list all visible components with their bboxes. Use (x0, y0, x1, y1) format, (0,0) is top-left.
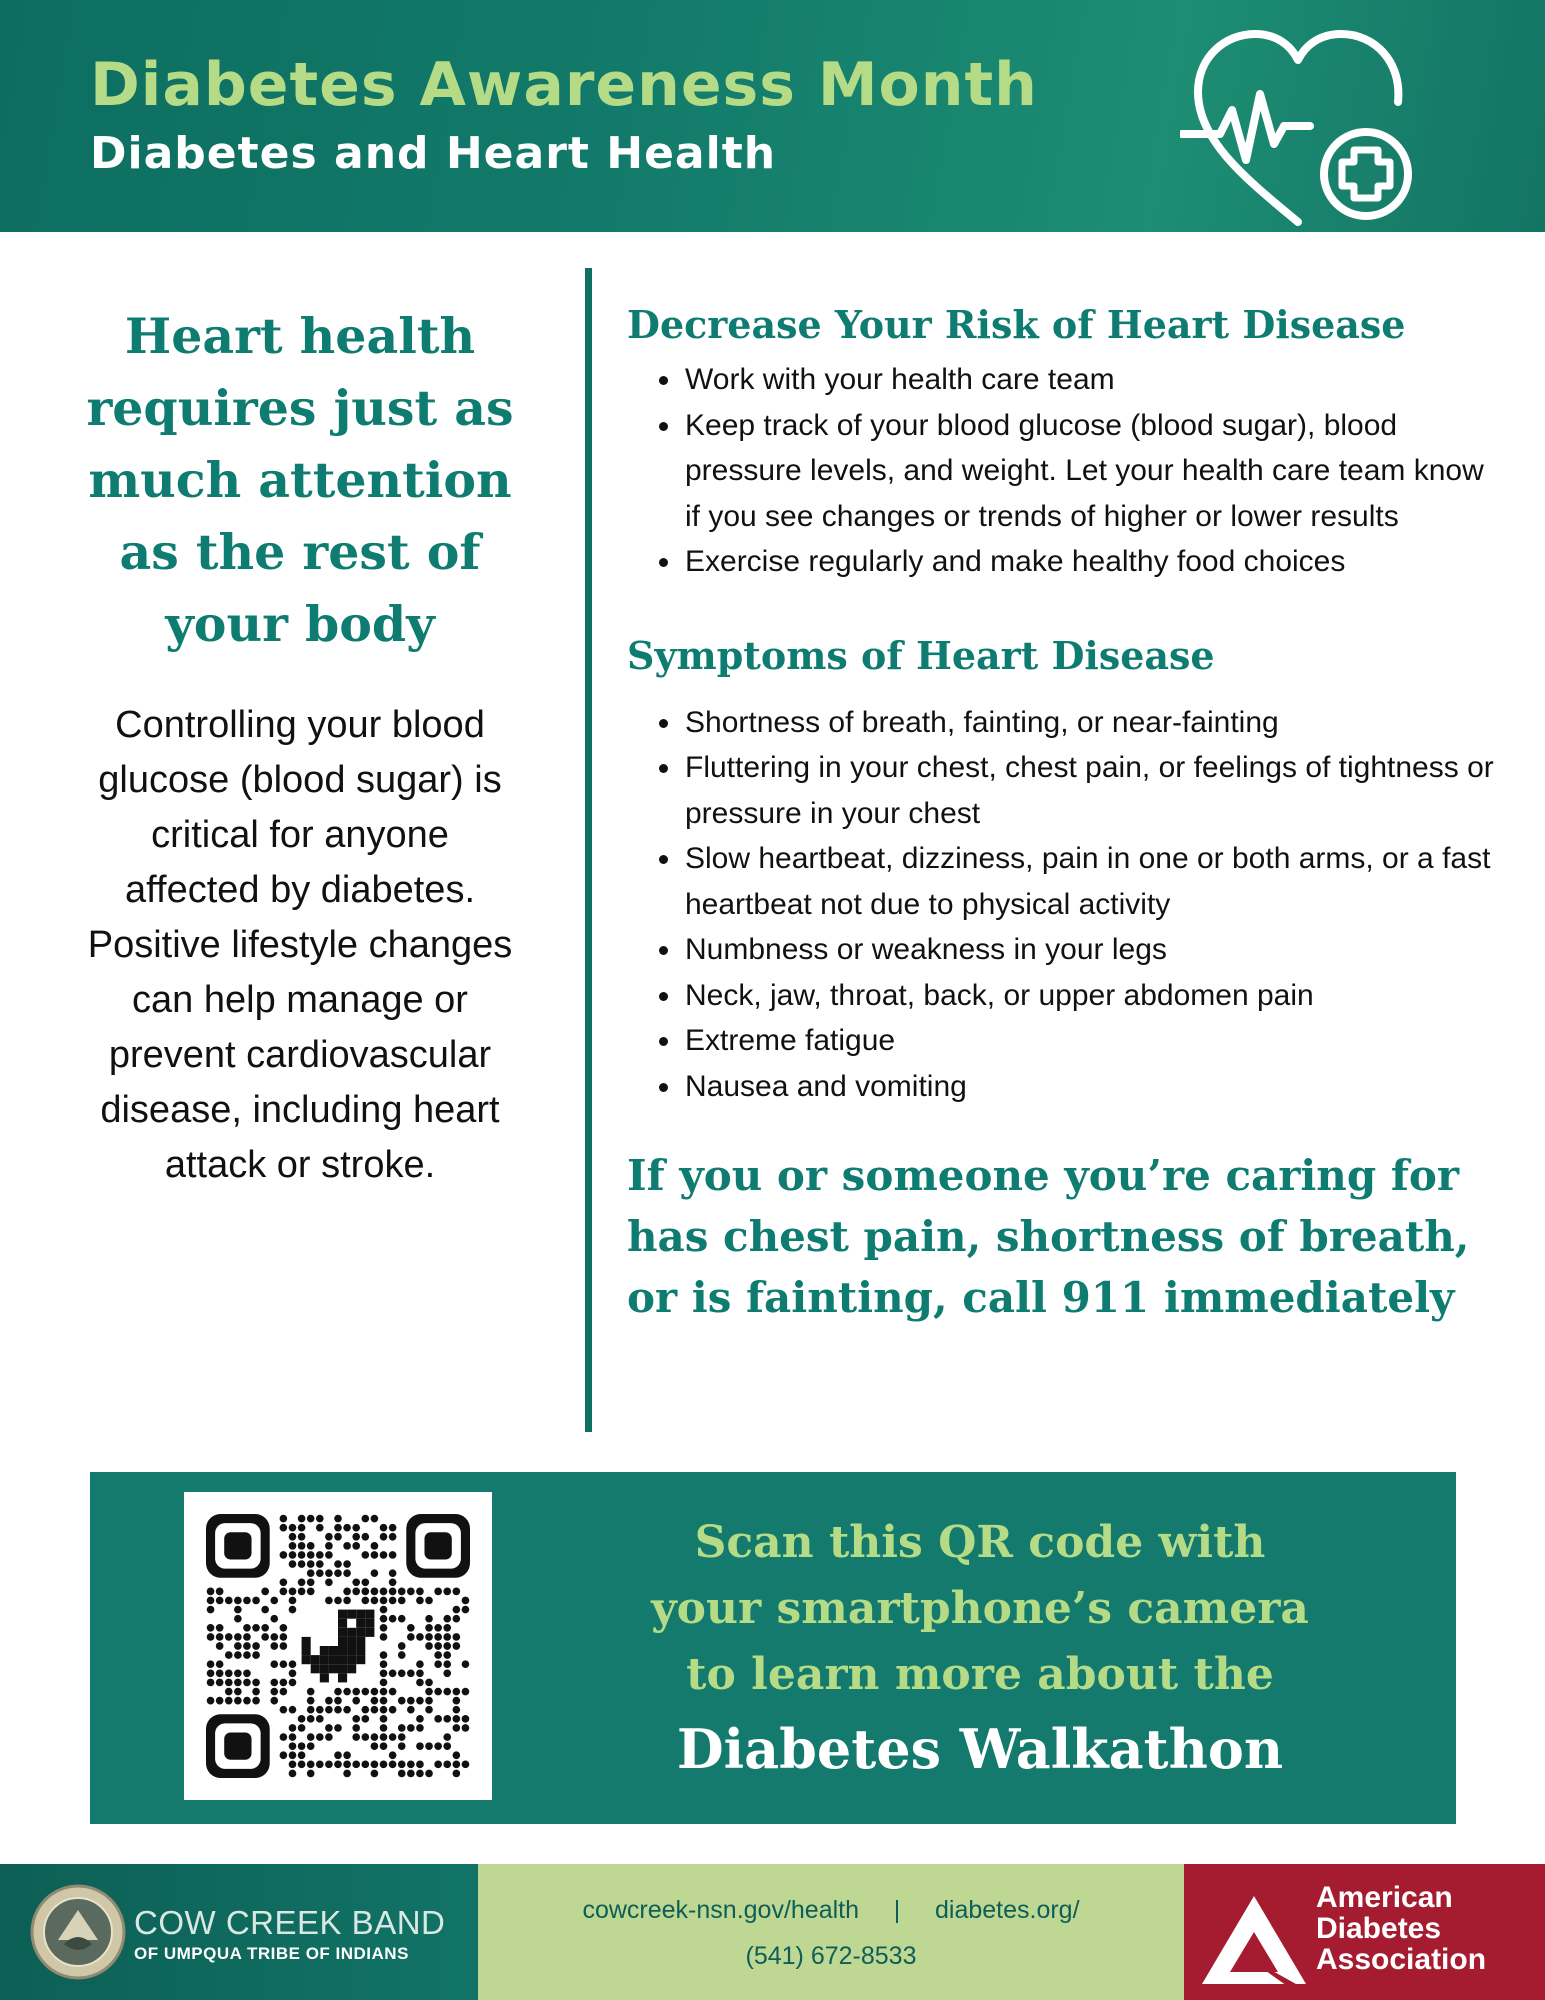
tribe-logo-area (0, 1864, 478, 2000)
page-title: Diabetes Awareness Month (90, 50, 1038, 120)
cowcreek-link[interactable]: cowcreek-nsn.gov/health (582, 1896, 860, 1924)
list-item: • Extreme fatigue (683, 1018, 1507, 1064)
list-item: • Neck, jaw, throat, back, or upper abdomen pain (683, 973, 1507, 1019)
ada-line-1: American (1316, 1881, 1453, 1914)
list-item: • Work with your health care team (683, 357, 1507, 403)
left-column (80, 300, 520, 1193)
ada-logo-area (1184, 1864, 1545, 2000)
list-item: • Keep track of your blood glucose (blood sugar), blood pressure levels, and weight. Let your health care team know if you see changes or trends of higher or lower results (683, 403, 1507, 540)
qr-banner (90, 1472, 1456, 1824)
list-item: • Nausea and vomiting (683, 1064, 1507, 1110)
list-item: • Shortness of breath, fainting, or near-fainting (683, 700, 1507, 746)
list-item: • Slow heartbeat, dizziness, pain in one or both arms, or a fast heartbeat not due to physical activity (683, 836, 1507, 927)
tribe-name: COW CREEK BAND (134, 1904, 446, 1941)
walkathon-title: Diabetes Walkathon (676, 1717, 1284, 1781)
column-divider (585, 268, 592, 1432)
risk-list (627, 357, 1507, 585)
page-subtitle: Diabetes and Heart Health (90, 128, 777, 179)
risk-title: Decrease Your Risk of Heart Disease (627, 302, 1406, 347)
scan-line-1: Scan this QR code with (694, 1517, 1266, 1568)
risk-section (627, 302, 1507, 585)
banner-text (560, 1510, 1400, 1784)
qr-code-frame[interactable] (184, 1492, 492, 1800)
symptoms-title: Symptoms of Heart Disease (627, 632, 1215, 678)
ada-wordmark (1316, 1882, 1486, 1975)
scan-line-3: to learn more about the (686, 1649, 1274, 1700)
header-banner (0, 0, 1545, 232)
ada-triangle-icon (1198, 1892, 1310, 1988)
diabetes-org-link[interactable]: diabetes.org/ (934, 1896, 1080, 1924)
phone-number[interactable]: (541) 672-8533 (745, 1942, 917, 1970)
qr-code-icon[interactable] (206, 1514, 470, 1778)
tribe-seal-icon (28, 1882, 128, 1982)
scan-line-2: your smartphone’s camera (651, 1583, 1309, 1634)
left-headline: Heart health requires just as much attention as the rest of your body (86, 307, 514, 653)
ada-line-2: Diabetes (1316, 1912, 1442, 1945)
tribe-subname: OF UMPQUA TRIBE OF INDIANS (134, 1944, 409, 1963)
list-item: • Numbness or weakness in your legs (683, 927, 1507, 973)
links-line (478, 1896, 1184, 1925)
link-separator: | (893, 1896, 901, 1924)
contact-area (478, 1864, 1184, 2000)
heart-pulse-plus-icon (1180, 22, 1420, 232)
ada-line-3: Association (1316, 1943, 1487, 1976)
list-item: • Exercise regularly and make healthy food choices (683, 539, 1507, 585)
list-item: • Fluttering in your chest, chest pain, or feelings of tightness or pressure in your chest (683, 745, 1507, 836)
symptoms-section (627, 633, 1507, 1110)
emergency-alert: If you or someone you’re caring for has chest pain, shortness of breath, or is fainting, call 911 immediately (627, 1151, 1470, 1322)
right-column (627, 302, 1507, 1328)
symptoms-list (627, 700, 1507, 1110)
footer (0, 1864, 1545, 2000)
left-body-text: Controlling your blood glucose (blood sugar) is critical for anyone affected by diabetes. Positive lifestyle changes can help manage or prevent cardiovascular disease, including heart attack or stroke. (87, 704, 513, 1186)
